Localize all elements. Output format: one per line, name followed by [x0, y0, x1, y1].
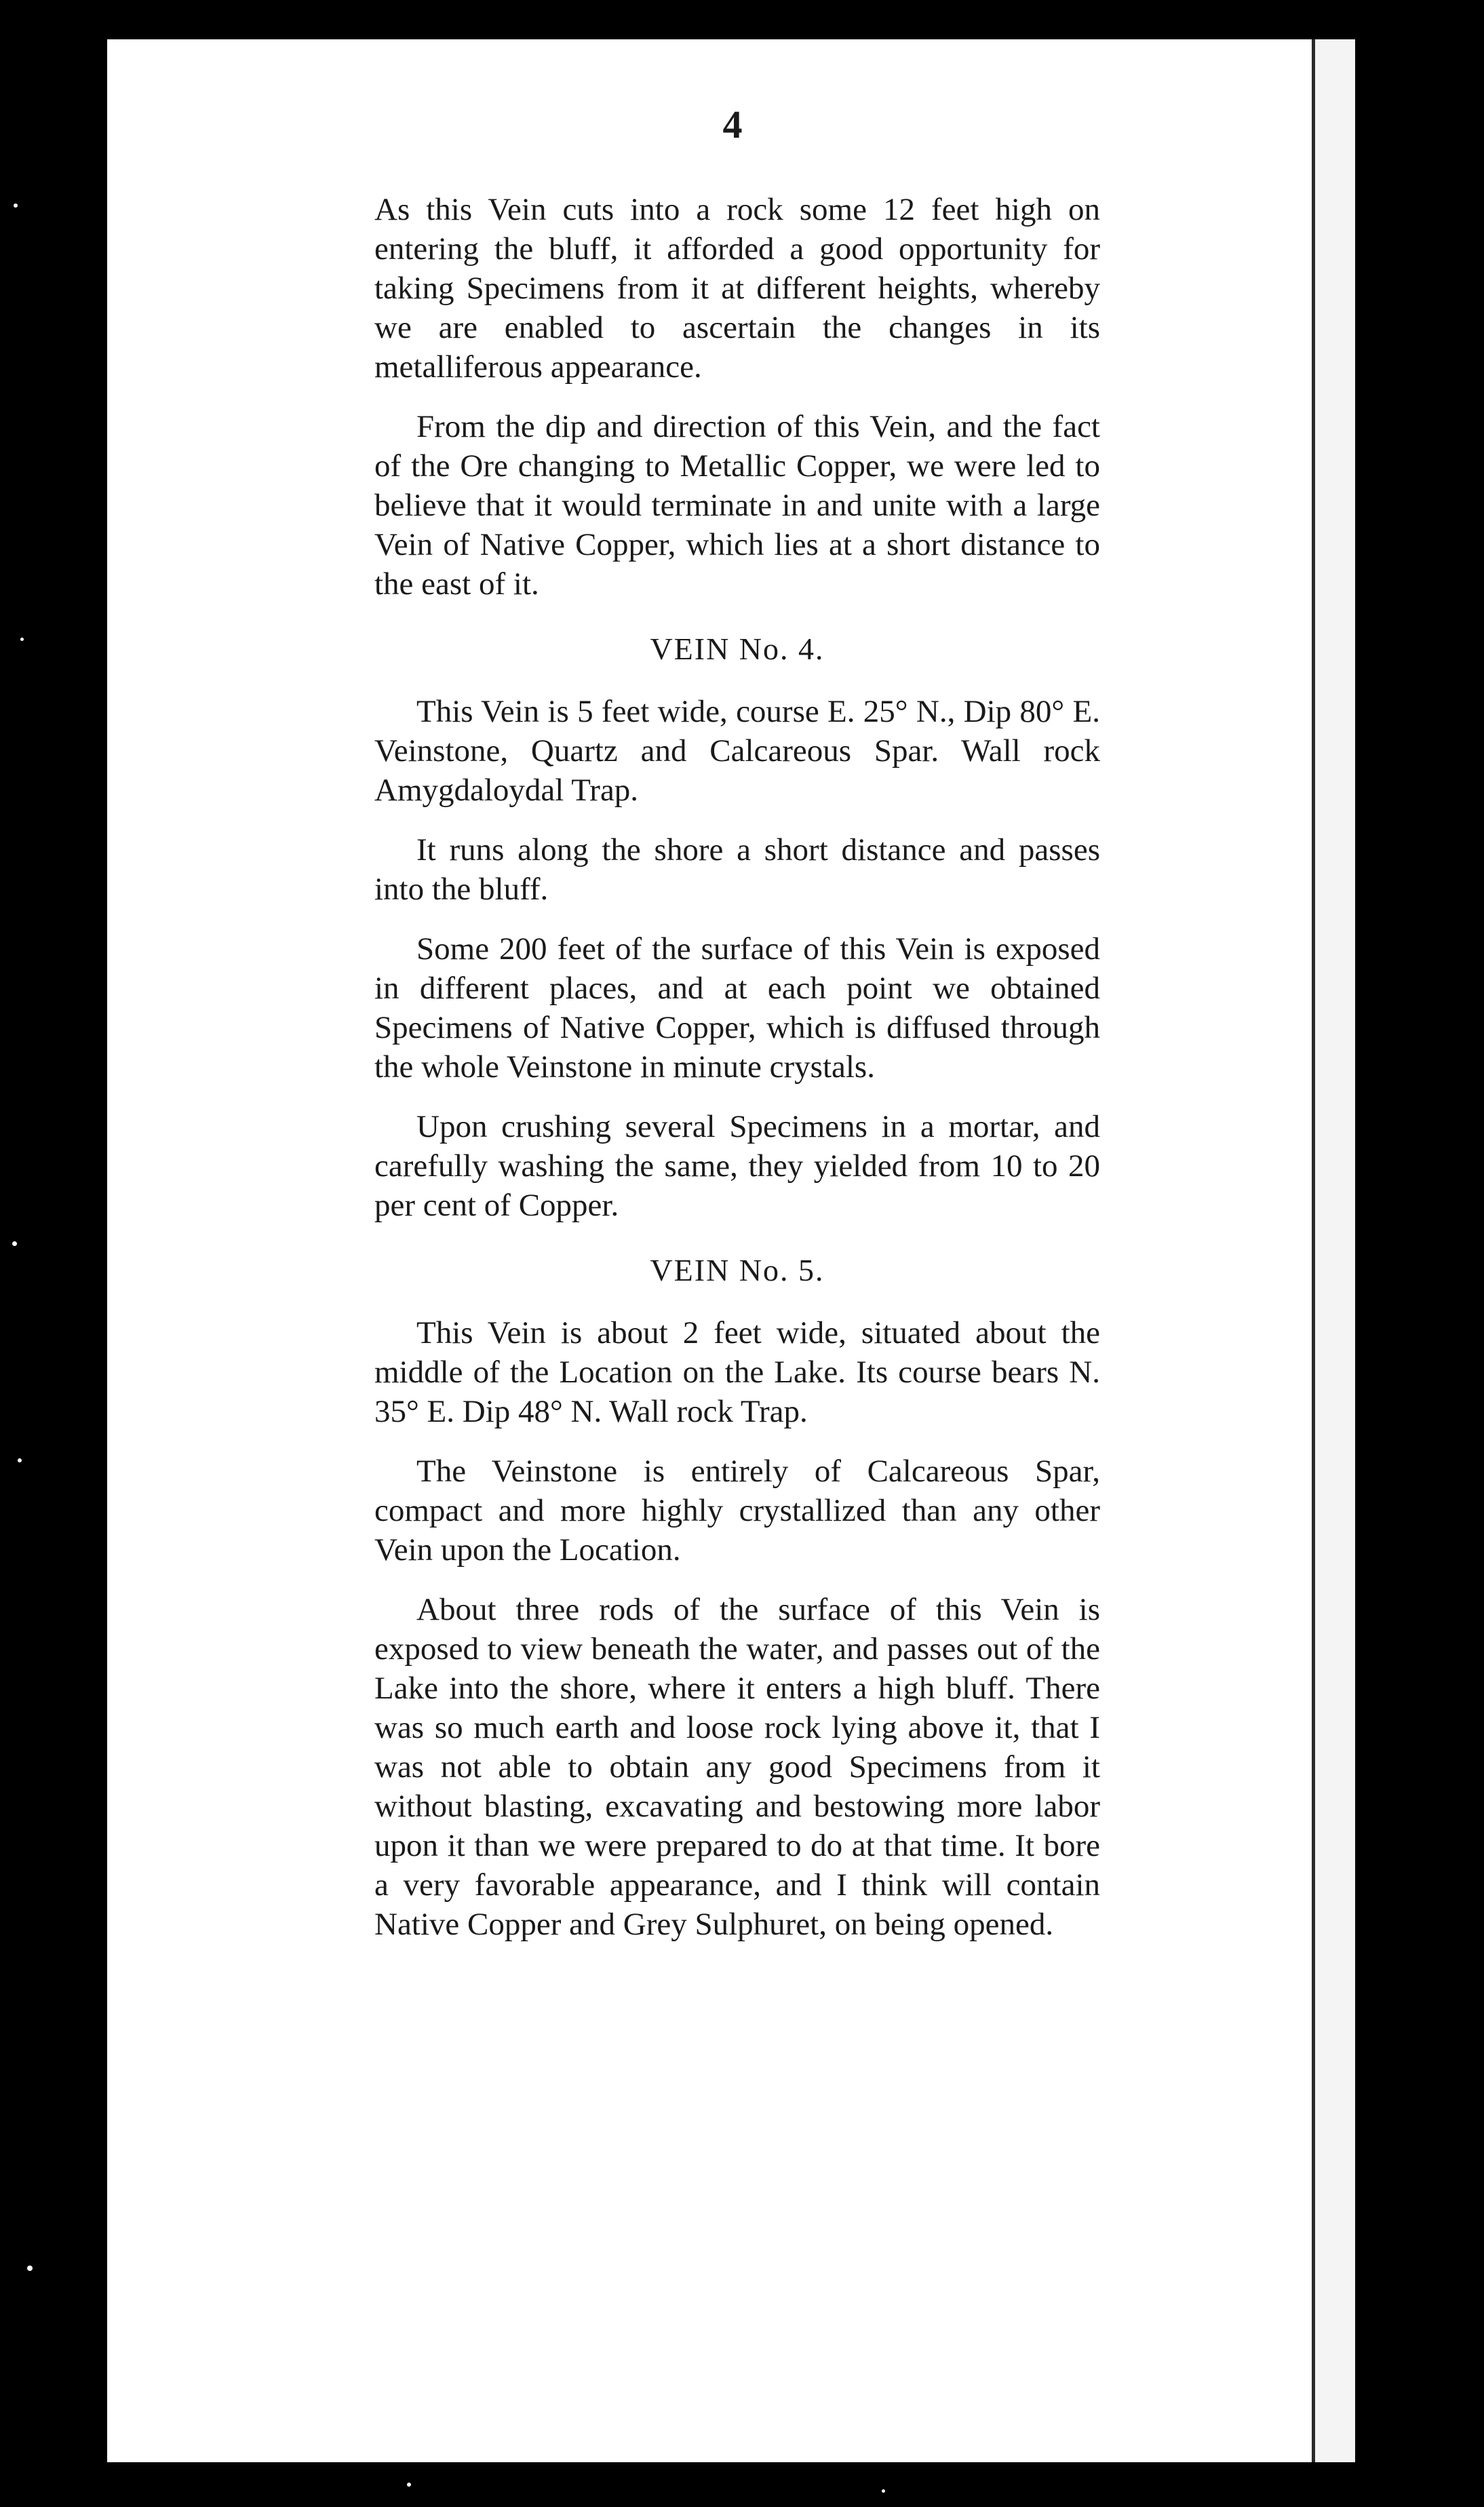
section-heading: VEIN No. 4.	[650, 631, 825, 666]
body-paragraph: Some 200 feet of the surface of this Vein is exposed in different places, and at each point we obtained Specimens of Native Copper, which is diffused through the whole Veinstone in minute crystals.	[374, 931, 1100, 1085]
adjacent-page-edge	[1315, 39, 1355, 2462]
body-paragraph: This Vein is about 2 feet wide, situated about the middle of the Location on the Lake. Its course bears N. 35° E. Dip 48° N. Wall rock Trap.	[374, 1315, 1100, 1429]
body-paragraph: It runs along the shore a short distance and passes into the bluff.	[374, 832, 1100, 907]
body-paragraph: From the dip and direction of this Vein, and the fact of the Ore changing to Metallic Copper, we were led to believe that it would terminate in and unite with a large Vein of Native Copper, which lies at a short distance to the east of it.	[374, 409, 1100, 602]
scan-speck	[14, 203, 18, 208]
scan-speck	[18, 1458, 22, 1462]
body-paragraph: The Veinstone is entirely of Calcareous Spar, compact and more highly crystallized than any other Vein upon the Location.	[374, 1454, 1100, 1568]
scan-speck	[27, 2266, 33, 2271]
scan-speck	[20, 638, 24, 641]
document-body	[374, 190, 1100, 1964]
body-paragraph: As this Vein cuts into a rock some 12 feet high on entering the bluff, it afforded a good opportunity for taking Specimens from it at different heights, whereby we are enabled to ascertain the changes in its metalliferous appearance.	[374, 192, 1100, 385]
page-number: 4	[722, 102, 743, 147]
section-heading: VEIN No. 5.	[650, 1253, 825, 1287]
body-paragraph: About three rods of the surface of this Vein is exposed to view beneath the water, and passes out of the Lake into the shore, where it enters a high bluff. There was so much earth and loose rock lying above it, that I was not able to obtain any good Specimens from it without blasting, excavating and bestowing more labor upon it than we were prepared to do at that time. It bore a very favorable appearance, and I think will contain Native Copper and Grey Sulphuret, on being opened.	[374, 1592, 1100, 1942]
scan-speck	[882, 2489, 885, 2493]
page-fold-line	[1312, 39, 1315, 2462]
scan-speck	[12, 1241, 17, 1246]
scan-speck	[407, 2483, 411, 2487]
body-paragraph: This Vein is 5 feet wide, course E. 25° N., Dip 80° E. Veinstone, Quartz and Calcareous Spar. Wall rock Amygdaloydal Trap.	[374, 694, 1100, 808]
body-paragraph: Upon crushing several Specimens in a mortar, and carefully washing the same, they yielded from 10 to 20 per cent of Copper.	[374, 1109, 1100, 1223]
